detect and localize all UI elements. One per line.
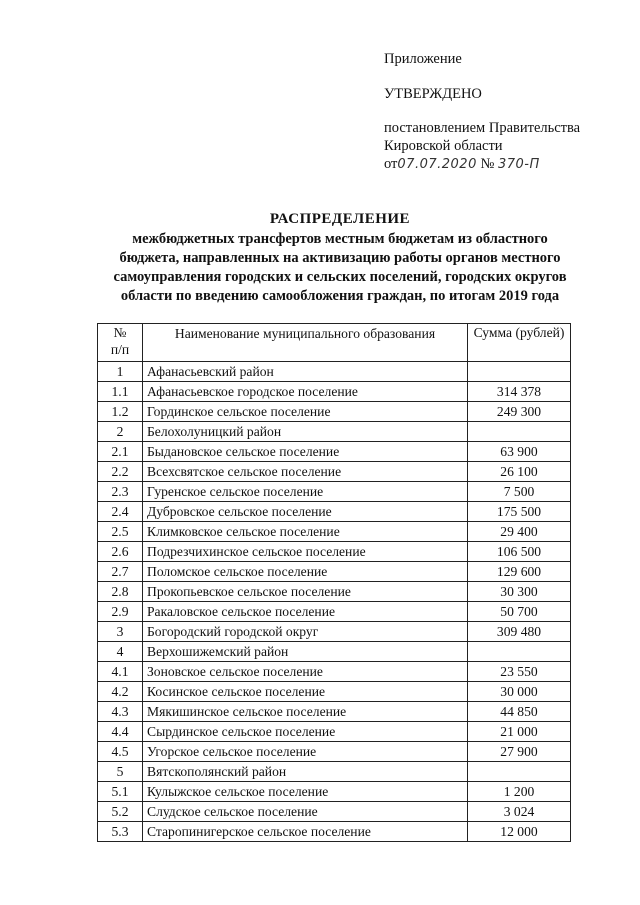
from-label: от [384, 156, 398, 172]
row-name: Старопинигерское сельское поселение [143, 822, 468, 842]
row-name: Мякишинское сельское поселение [143, 702, 468, 722]
row-num: 4.1 [98, 662, 143, 682]
row-num: 2.8 [98, 582, 143, 602]
approval-block [384, 50, 580, 174]
table-row [98, 702, 571, 722]
row-sum: 309 480 [468, 622, 571, 642]
row-num: 2.1 [98, 442, 143, 462]
table-row [98, 802, 571, 822]
row-sum [468, 762, 571, 782]
row-num: 2.9 [98, 602, 143, 622]
row-name: Афанасьевский район [143, 362, 468, 382]
appendix-label: Приложение [384, 51, 462, 67]
row-name: Поломское сельское поселение [143, 562, 468, 582]
table-row [98, 542, 571, 562]
row-num: 1.2 [98, 402, 143, 422]
decree-date-line [384, 155, 580, 174]
row-num: 2.3 [98, 482, 143, 502]
row-num: 1.1 [98, 382, 143, 402]
row-sum: 29 400 [468, 522, 571, 542]
row-num: 4.2 [98, 682, 143, 702]
row-sum: 63 900 [468, 442, 571, 462]
document-title [80, 210, 600, 306]
row-sum: 175 500 [468, 502, 571, 522]
row-sum: 26 100 [468, 462, 571, 482]
row-sum: 23 550 [468, 662, 571, 682]
row-sum: 249 300 [468, 402, 571, 422]
distribution-table [97, 323, 571, 842]
table-row [98, 582, 571, 602]
row-sum: 27 900 [468, 742, 571, 762]
table-row [98, 482, 571, 502]
row-name: Белохолуницкий район [143, 422, 468, 442]
row-sum [468, 362, 571, 382]
row-num: 2.6 [98, 542, 143, 562]
row-num: 2.7 [98, 562, 143, 582]
row-name: Сырдинское сельское поселение [143, 722, 468, 742]
row-sum: 44 850 [468, 702, 571, 722]
table-row [98, 782, 571, 802]
decree-line-1: постановлением Правительства [384, 120, 581, 136]
row-num: 4.5 [98, 742, 143, 762]
row-sum: 1 200 [468, 782, 571, 802]
table-row [98, 462, 571, 482]
row-name: Вятскополянский район [143, 762, 468, 782]
number-label: № [480, 156, 495, 172]
row-num: 3 [98, 622, 143, 642]
row-num: 4 [98, 642, 143, 662]
table-row [98, 622, 571, 642]
row-sum [468, 642, 571, 662]
table-row [98, 382, 571, 402]
row-name: Прокопьевское сельское поселение [143, 582, 468, 602]
row-name: Ракаловское сельское поселение [143, 602, 468, 622]
title-line-4: области по введению самообложения граждан, по итогам 2019 года [120, 288, 560, 304]
table-row [98, 722, 571, 742]
header-num-line-2: п/п [110, 342, 130, 357]
table-row [98, 562, 571, 582]
row-sum: 30 000 [468, 682, 571, 702]
row-sum: 7 500 [468, 482, 571, 502]
row-num: 2.5 [98, 522, 143, 542]
row-sum: 30 300 [468, 582, 571, 602]
table-row [98, 502, 571, 522]
row-name: Всехсвятское сельское поселение [143, 462, 468, 482]
row-num: 2.2 [98, 462, 143, 482]
row-num: 5 [98, 762, 143, 782]
table-row [98, 742, 571, 762]
row-name: Гординское сельское поселение [143, 402, 468, 422]
title-line-1: межбюджетных трансфертов местным бюджетам из областного [132, 231, 548, 247]
row-name: Верхошижемский район [143, 642, 468, 662]
row-name: Богородский городской округ [143, 622, 468, 642]
row-num: 1 [98, 362, 143, 382]
row-name: Слудское сельское поселение [143, 802, 468, 822]
row-name: Косинское сельское поселение [143, 682, 468, 702]
header-num-line-1: № [113, 325, 127, 340]
row-name: Подрезчихинское сельское поселение [143, 542, 468, 562]
row-name: Климковское сельское поселение [143, 522, 468, 542]
header-sum: Сумма (рублей) [468, 324, 571, 362]
decree-line-2: Кировской области [384, 138, 503, 154]
row-sum: 129 600 [468, 562, 571, 582]
row-name: Дубровское сельское поселение [143, 502, 468, 522]
approved-label: УТВЕРЖДЕНО [384, 86, 482, 102]
table-row [98, 762, 571, 782]
decree-date: 07.07.2020 [397, 157, 477, 172]
header-name: Наименование муниципального образования [143, 324, 468, 362]
row-num: 5.1 [98, 782, 143, 802]
row-sum [468, 422, 571, 442]
row-num: 4.4 [98, 722, 143, 742]
row-sum: 106 500 [468, 542, 571, 562]
table-row [98, 682, 571, 702]
table-row [98, 402, 571, 422]
row-sum: 50 700 [468, 602, 571, 622]
table-row [98, 522, 571, 542]
row-name: Гуренское сельское поселение [143, 482, 468, 502]
table-row [98, 642, 571, 662]
row-num: 2.4 [98, 502, 143, 522]
table-row [98, 442, 571, 462]
title-line-2: бюджета, направленных на активизацию работы органов местного [119, 250, 561, 266]
row-num: 5.2 [98, 802, 143, 822]
row-sum: 314 378 [468, 382, 571, 402]
row-num: 5.3 [98, 822, 143, 842]
decree-number: 370-П [497, 157, 540, 172]
row-name: Зоновское сельское поселение [143, 662, 468, 682]
row-name: Афанасьевское городское поселение [143, 382, 468, 402]
row-name: Угорское сельское поселение [143, 742, 468, 762]
title-main: РАСПРЕДЕЛЕНИЕ [269, 211, 411, 227]
row-num: 2 [98, 422, 143, 442]
table-body [98, 362, 571, 842]
row-name: Быдановское сельское поселение [143, 442, 468, 462]
row-num: 4.3 [98, 702, 143, 722]
table-row [98, 822, 571, 842]
row-sum: 3 024 [468, 802, 571, 822]
table-row [98, 602, 571, 622]
row-name: Кулыжское сельское поселение [143, 782, 468, 802]
row-sum: 12 000 [468, 822, 571, 842]
table-row [98, 422, 571, 442]
title-line-3: самоуправления городских и сельских поселений, городских округов [113, 269, 567, 285]
table-row [98, 662, 571, 682]
row-sum: 21 000 [468, 722, 571, 742]
header-num [98, 324, 143, 362]
table-row [98, 362, 571, 382]
